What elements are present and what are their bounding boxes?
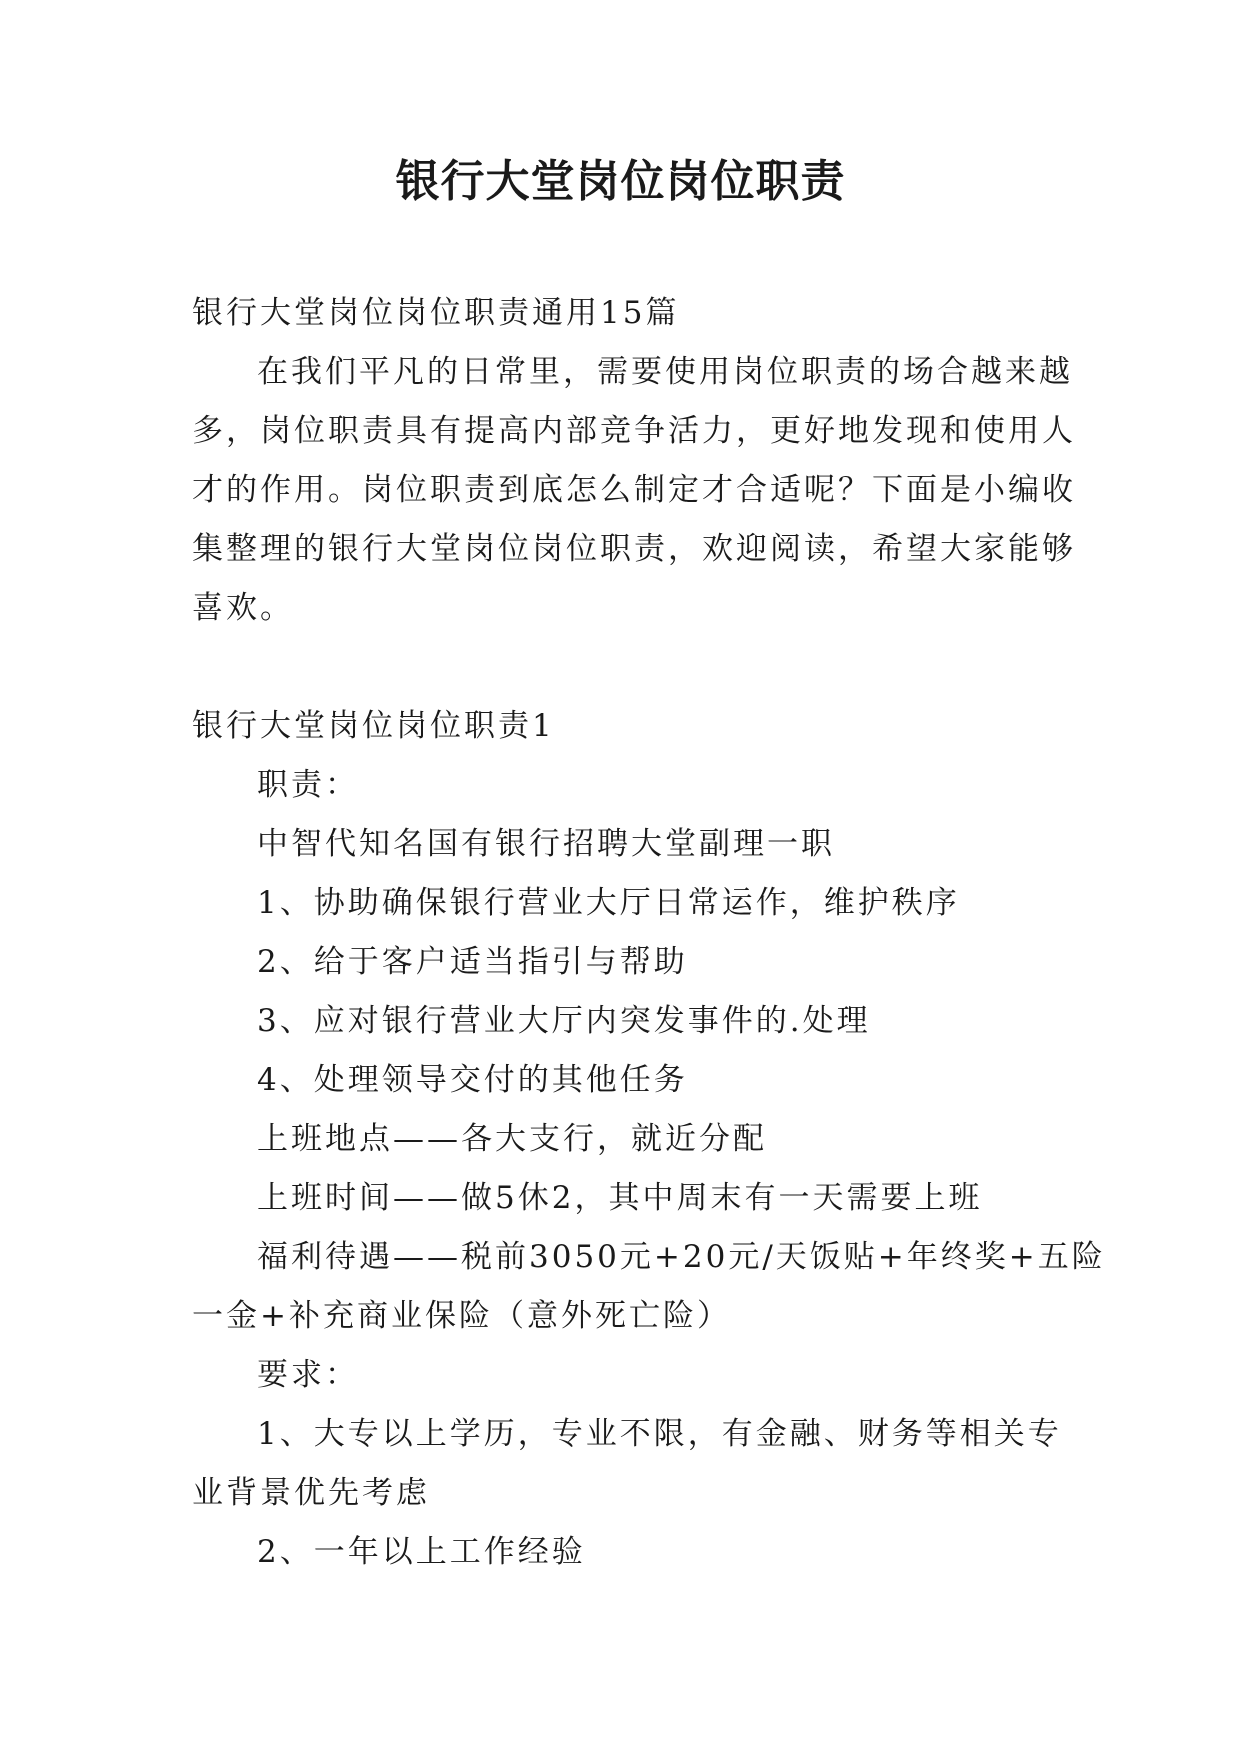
benefits-line-continued: 一金+补充商业保险（意外死亡险） [192, 1298, 731, 1334]
duty-item: 1、协助确保银行营业大厅日常运作，维护秩序 [257, 885, 960, 921]
requirement-item-continued: 业背景优先考虑 [192, 1475, 430, 1511]
position-line: 中智代知名国有银行招聘大堂副理一职 [257, 826, 835, 862]
intro-line: 才的作用。岗位职责到底怎么制定才合适呢？下面是小编收 [192, 472, 1076, 508]
duty-item: 4、处理领导交付的其他任务 [257, 1062, 688, 1098]
section-heading: 银行大堂岗位岗位职责1 [192, 708, 555, 744]
document-subtitle: 银行大堂岗位岗位职责通用15篇 [192, 295, 680, 331]
benefits-line: 福利待遇——税前3050元+20元/天饭贴+年终奖+五险 [257, 1239, 1106, 1275]
requirement-item: 1、大专以上学历，专业不限，有金融、财务等相关专 [257, 1416, 1062, 1452]
intro-line: 集整理的银行大堂岗位岗位职责，欢迎阅读，希望大家能够 [192, 531, 1076, 567]
paragraph-gap [192, 638, 1060, 697]
requirements-label: 要求： [257, 1357, 359, 1393]
duty-item: 3、应对银行营业大厅内突发事件的.处理 [257, 1003, 871, 1039]
intro-line: 喜欢。 [192, 590, 294, 626]
duties-label: 职责： [257, 767, 359, 803]
document-body [192, 284, 1106, 1582]
hours-line: 上班时间——做5休2，其中周末有一天需要上班 [257, 1180, 983, 1216]
location-line: 上班地点——各大支行，就近分配 [257, 1121, 767, 1157]
intro-line: 多，岗位职责具有提高内部竞争活力，更好地发现和使用人 [192, 413, 1076, 449]
requirement-item: 2、一年以上工作经验 [257, 1534, 586, 1570]
duty-item: 2、给于客户适当指引与帮助 [257, 944, 688, 980]
intro-line: 在我们平凡的日常里，需要使用岗位职责的场合越来越 [257, 354, 1073, 390]
document-title: 银行大堂岗位岗位职责 [395, 156, 846, 207]
